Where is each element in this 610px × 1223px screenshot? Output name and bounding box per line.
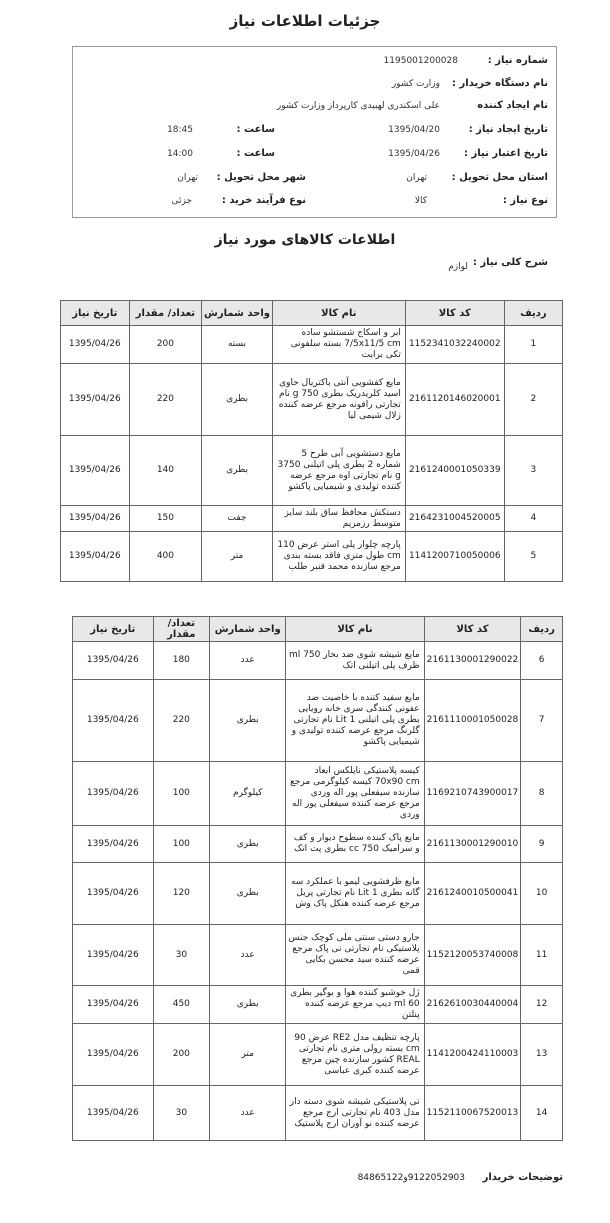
row-number-cell: 12 [521, 986, 563, 1024]
item-code-cell: 1152120053740008 [424, 925, 521, 986]
col-item-code: کد کالا [405, 301, 504, 326]
item-name-cell: مایع پاک کننده سطوح دیوار و کف و سرامیک 750 cc بطری پت اتک [286, 826, 424, 863]
created-time-label: ساعت : [236, 124, 275, 135]
valid-date-label: تاریخ اعتبار نیاز : [464, 148, 548, 159]
table-row [73, 1024, 563, 1086]
quantity-cell: 100 [153, 762, 209, 826]
quantity-cell: 220 [129, 364, 202, 436]
delivery-city-label: شهر محل تحویل : [216, 172, 306, 183]
item-code-cell: 1169210743900017 [424, 762, 521, 826]
need-date-cell: 1395/04/26 [61, 506, 130, 532]
quantity-cell: 450 [153, 986, 209, 1024]
delivery-city-value: تهران [177, 173, 198, 183]
item-name-cell: ابر و اسکاج شستشو ساده 7/5x11/5 cm بسته سلفونی تکی برایت [272, 326, 405, 364]
need-date-cell: 1395/04/26 [73, 986, 154, 1024]
col-quantity: تعداد/ مقدار [129, 301, 202, 326]
need-date-cell: 1395/04/26 [61, 326, 130, 364]
row-number-cell: 7 [521, 680, 563, 762]
need-date-cell: 1395/04/26 [73, 826, 154, 863]
item-name-cell: ژل خوشبو کننده هوا و بوگیر بطری 60 ml دیپ مرجع عرضه کننده پنلتن [286, 986, 424, 1024]
unit-cell: عدد [210, 642, 286, 680]
delivery-province-value: تهران [406, 173, 427, 183]
col-item-name: نام کالا [272, 301, 405, 326]
col-unit: واحد شمارش [210, 617, 286, 642]
table-row [73, 680, 563, 762]
purchase-process-value: جزئی [171, 196, 192, 206]
table-row [61, 326, 563, 364]
unit-cell: متر [210, 1024, 286, 1086]
table-row [73, 762, 563, 826]
unit-cell: بطری [202, 364, 273, 436]
buyer-org-value: وزارت کشور [391, 79, 440, 89]
table-row [73, 642, 563, 680]
goods-table-2 [72, 616, 563, 1141]
buyer-org-label: نام دستگاه خریدار : [452, 78, 548, 89]
row-number-cell: 6 [521, 642, 563, 680]
need-number-value: 1195001200028 [383, 56, 458, 66]
need-date-cell: 1395/04/26 [73, 1024, 154, 1086]
item-name-cell: پارچه تنظیف مدل RE2 عرض 90 cm بسته رولی متری نام تجارتی REAL کشور سازنده چین مرجع عرضه کننده کبری عباسی [286, 1024, 424, 1086]
item-name-cell: مایع دستشویی آبی طرح 5 شماره 2 بطری پلی اتیلنی 3750 g نام تجارتی اوه مرجع عرضه کننده تولیدی و شیمیایی پاکشو [272, 436, 405, 506]
quantity-cell: 30 [153, 1086, 209, 1141]
item-name-cell: دستکش محافظ ساق بلند سایز متوسط رزمریم [272, 506, 405, 532]
quantity-cell: 180 [153, 642, 209, 680]
created-date-value: 1395/04/20 [388, 125, 440, 135]
item-code-cell: 1152341032240002 [405, 326, 504, 364]
item-name-cell: تی پلاستیکی شیشه شوی دسته دار مدل 403 نام تجارتی ارج مرجع عرضه کننده نو آوران ارج پلاستیک [286, 1086, 424, 1141]
need-date-cell: 1395/04/26 [61, 436, 130, 506]
unit-cell: عدد [210, 925, 286, 986]
unit-cell: بطری [202, 436, 273, 506]
row-number-cell: 8 [521, 762, 563, 826]
item-name-cell: کیسه پلاستیکی نایلکس ابعاد 70x90 cm کیسه کیلوگرمی مرجع سازنده سیفعلی پور اله وردی مرجع عرضه کننده سیفعلی پور اله وردی [286, 762, 424, 826]
item-name-cell: جارو دستی سنتی ملی کوچک جنس پلاستیکی نام تجارتی نی پاک مرجع عرضه کننده سید محسن بکایی قمی [286, 925, 424, 986]
col-quantity: تعداد/ مقدار [153, 617, 209, 642]
item-code-cell: 2162610030440004 [424, 986, 521, 1024]
item-code-cell: 2161240001050339 [405, 436, 504, 506]
table-header-row [73, 617, 563, 642]
row-number-cell: 5 [504, 532, 562, 582]
need-date-cell: 1395/04/26 [73, 680, 154, 762]
valid-time-value: 14:00 [167, 149, 193, 159]
quantity-cell: 220 [153, 680, 209, 762]
unit-cell: بطری [210, 680, 286, 762]
item-name-cell: پارچه چلوار پلی استر عرض 110 cm طول متری فاقد بسته بندی مرجع سازنده محمد قنبر طلب [272, 532, 405, 582]
row-number-cell: 9 [521, 826, 563, 863]
col-unit: واحد شمارش [202, 301, 273, 326]
valid-time-label: ساعت : [236, 148, 275, 159]
table-row [61, 506, 563, 532]
created-date-label: تاریخ ایجاد نیاز : [468, 124, 548, 135]
goods-section-title: اطلاعات کالاهای مورد نیاز [214, 232, 396, 248]
quantity-cell: 100 [153, 826, 209, 863]
col-item-code: کد کالا [424, 617, 521, 642]
col-item-name: نام کالا [286, 617, 424, 642]
item-name-cell: مایع شیشه شوی ضد بخار 750 ml ظرف پلی اتیلنی اتک [286, 642, 424, 680]
need-date-cell: 1395/04/26 [73, 863, 154, 925]
unit-cell: جفت [202, 506, 273, 532]
quantity-cell: 400 [129, 532, 202, 582]
unit-cell: کیلوگرم [210, 762, 286, 826]
col-need-date: تاریخ نیاز [61, 301, 130, 326]
unit-cell: بطری [210, 986, 286, 1024]
purchase-process-label: نوع فرآیند خرید : [221, 195, 306, 206]
col-row-number: ردیف [521, 617, 563, 642]
row-number-cell: 2 [504, 364, 562, 436]
row-number-cell: 3 [504, 436, 562, 506]
buyer-notes-value: 9122052903و84865122 [357, 1173, 465, 1183]
item-code-cell: 2161120146020001 [405, 364, 504, 436]
item-code-cell: 2164231004520005 [405, 506, 504, 532]
unit-cell: بطری [210, 863, 286, 925]
need-date-cell: 1395/04/26 [73, 925, 154, 986]
item-code-cell: 2161130001290010 [424, 826, 521, 863]
item-code-cell: 2161110001050028 [424, 680, 521, 762]
need-number-label: شماره نیاز : [487, 55, 548, 66]
item-code-cell: 1152110067520013 [424, 1086, 521, 1141]
row-number-cell: 1 [504, 326, 562, 364]
delivery-province-label: استان محل تحویل : [451, 172, 548, 183]
need-date-cell: 1395/04/26 [73, 762, 154, 826]
row-number-cell: 14 [521, 1086, 563, 1141]
row-number-cell: 4 [504, 506, 562, 532]
row-number-cell: 10 [521, 863, 563, 925]
table-row [73, 863, 563, 925]
need-date-cell: 1395/04/26 [61, 532, 130, 582]
row-number-cell: 13 [521, 1024, 563, 1086]
need-date-cell: 1395/04/26 [61, 364, 130, 436]
need-date-cell: 1395/04/26 [73, 1086, 154, 1141]
quantity-cell: 200 [153, 1024, 209, 1086]
creator-label: نام ایجاد کننده [477, 100, 548, 111]
need-type-label: نوع نیاز : [502, 195, 548, 206]
general-desc-value: لوازم [448, 262, 468, 272]
created-time-value: 18:45 [167, 125, 193, 135]
unit-cell: بسته [202, 326, 273, 364]
table-header-row [61, 301, 563, 326]
unit-cell: بطری [210, 826, 286, 863]
quantity-cell: 120 [153, 863, 209, 925]
quantity-cell: 200 [129, 326, 202, 364]
buyer-notes-label: توضیحات خریدار [482, 1172, 563, 1183]
quantity-cell: 150 [129, 506, 202, 532]
col-row-number: ردیف [504, 301, 562, 326]
table-row [73, 826, 563, 863]
row-number-cell: 11 [521, 925, 563, 986]
creator-value: علی اسکندری لهبیدی کارپرداز وزارت کشور [276, 101, 440, 111]
valid-date-value: 1395/04/26 [388, 149, 440, 159]
item-name-cell: مایع کفشویی آنتی باکتریال حاوی اسید کلریدریک بطری 750 g نام تجارتی رافونه مرجع عرضه کننده زلال شیمی لیا [272, 364, 405, 436]
table-row [73, 986, 563, 1024]
table-row [73, 1086, 563, 1141]
general-desc-label: شرح کلی نیاز : [472, 257, 548, 268]
table-row [73, 925, 563, 986]
item-name-cell: مایع ظرفشویی لیمو با عملکرد سه گانه بطری 1 Lit نام تجارتی پریل مرجع عرضه کننده هنکل پاک وش [286, 863, 424, 925]
unit-cell: متر [202, 532, 273, 582]
need-date-cell: 1395/04/26 [73, 642, 154, 680]
unit-cell: عدد [210, 1086, 286, 1141]
item-code-cell: 1141200710050006 [405, 532, 504, 582]
item-code-cell: 1141200424110003 [424, 1024, 521, 1086]
table-row [61, 436, 563, 506]
quantity-cell: 30 [153, 925, 209, 986]
col-need-date: تاریخ نیاز [73, 617, 154, 642]
goods-table-1 [60, 300, 563, 582]
item-code-cell: 2161240010500041 [424, 863, 521, 925]
table-row [61, 364, 563, 436]
page-title: جزئیات اطلاعات نیاز [229, 12, 381, 30]
quantity-cell: 140 [129, 436, 202, 506]
need-type-value: کالا [414, 196, 427, 206]
item-name-cell: مایع سفید کننده با خاصیت ضد عفونی کنندگی سری خانه رویایی بطری پلی اتیلنی 1 Lit نام تجارتی گلرنگ مرجع عرضه کننده تولیدی و شیمیایی پاکشو [286, 680, 424, 762]
item-code-cell: 2161130001290022 [424, 642, 521, 680]
table-row [61, 532, 563, 582]
